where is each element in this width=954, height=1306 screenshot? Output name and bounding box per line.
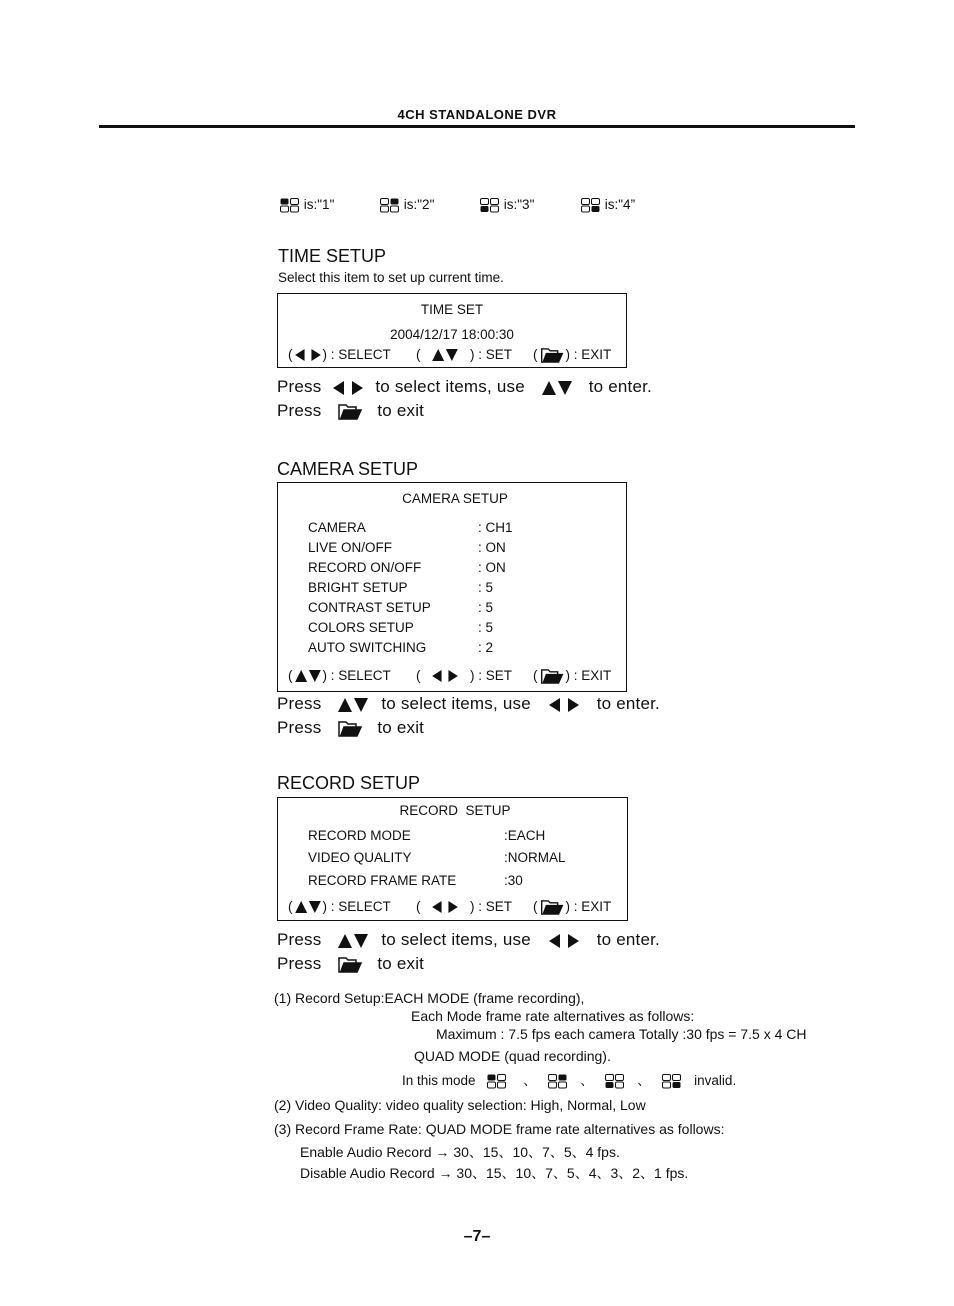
contrast-row-label: CONTRAST SETUP	[308, 600, 431, 615]
left-right-arrows-icon	[548, 698, 580, 712]
camera-setup-panel	[277, 482, 627, 692]
exit-instruction: to exit	[377, 718, 425, 737]
select-label: ) : SELECT	[322, 899, 391, 914]
up-down-arrows-icon	[293, 901, 323, 913]
time-setup-description: Select this item to set up current time.	[278, 270, 504, 285]
exit-instruction: to exit	[377, 954, 425, 973]
select-label: ) : SELECT	[322, 347, 391, 362]
select-label: ) : SELECT	[322, 668, 391, 683]
left-right-arrows-icon	[430, 670, 460, 682]
left-right-arrows-icon	[430, 901, 460, 913]
colors-row-value: : 5	[478, 620, 494, 635]
press-label: Press	[277, 694, 322, 713]
time-set-panel	[277, 293, 627, 368]
camera-row-label: CAMERA	[308, 520, 366, 535]
exit-instruction: to exit	[377, 401, 425, 420]
record-exit-hint: ( ) : EXIT	[533, 899, 612, 914]
select-instruction: to select items, use	[375, 377, 525, 396]
bright-row-label: BRIGHT SETUP	[308, 580, 408, 595]
time-set-heading: TIME SET	[420, 302, 484, 317]
press-label: Press	[277, 401, 322, 420]
select-instruction: to select items, use	[381, 694, 531, 713]
time-set-datetime: 2004/12/17 18:00:30	[390, 327, 514, 342]
quad-4-icon	[662, 1074, 682, 1089]
camera-set-hint: ( ) : SET	[416, 668, 513, 683]
press-label: Press	[277, 718, 322, 737]
camera-setup-heading: CAMERA SETUP	[402, 491, 508, 506]
auto-switching-row-label: AUTO SWITCHING	[308, 640, 427, 655]
header-rule	[99, 125, 855, 128]
document-header: 4CH STANDALONE DVR	[397, 107, 557, 122]
quad-1-icon	[280, 198, 300, 213]
time-press-line-2	[277, 401, 424, 421]
quad-legend-3-label: is:"3"	[503, 197, 535, 212]
folder-icon	[338, 404, 362, 420]
time-exit-hint: ( ) : EXIT	[533, 347, 612, 362]
exit-label: ) : EXIT	[565, 347, 612, 362]
set-label: ) : SET	[470, 347, 513, 362]
set-label: ) : SET	[470, 668, 513, 683]
note-2: (2) Video Quality: video quality selection: High, Normal, Low	[274, 1097, 646, 1113]
record-press-line-2	[277, 954, 424, 974]
enter-instruction: to enter.	[596, 694, 660, 713]
live-row-label: LIVE ON/OFF	[308, 540, 393, 555]
folder-icon	[338, 721, 362, 737]
up-down-arrows-icon	[338, 934, 368, 948]
note-1: (1) Record Setup:EACH MODE (frame recording),	[274, 990, 585, 1006]
set-label: ) : SET	[470, 899, 513, 914]
up-down-arrows-icon	[338, 698, 368, 712]
note-3a: Enable Audio Record → 30、15、10、7、5、4 fps.	[300, 1144, 620, 1160]
live-row-value: : ON	[478, 540, 506, 555]
exit-label: ) : EXIT	[565, 899, 612, 914]
record-row-label: RECORD ON/OFF	[308, 560, 422, 575]
frame-rate-value: :30	[504, 873, 523, 888]
bright-row-value: : 5	[478, 580, 494, 595]
record-row-value: : ON	[478, 560, 506, 575]
up-down-arrows-icon	[542, 381, 572, 395]
record-setup-title: RECORD SETUP	[277, 773, 421, 793]
time-press-line-1	[277, 377, 652, 397]
select-instruction: to select items, use	[381, 930, 531, 949]
up-down-arrows-icon	[430, 349, 460, 361]
record-setup-heading: RECORD SETUP	[399, 803, 511, 818]
up-down-arrows-icon	[293, 670, 323, 682]
press-label: Press	[277, 377, 322, 396]
time-select-hint: ( ) : SELECT	[288, 347, 391, 362]
enter-instruction: to enter.	[596, 930, 660, 949]
video-quality-value: :NORMAL	[504, 850, 566, 865]
quad-legend-2-label: is:"2"	[403, 197, 435, 212]
note-1d-prefix: In this mode	[402, 1073, 476, 1088]
press-label: Press	[277, 954, 322, 973]
record-mode-label: RECORD MODE	[308, 828, 411, 843]
video-quality-label: VIDEO QUALITY	[308, 850, 412, 865]
separator: 、	[637, 1073, 651, 1088]
camera-press-line-1	[277, 694, 660, 714]
folder-icon	[540, 669, 564, 684]
note-1a: Each Mode frame rate alternatives as follows:	[411, 1008, 695, 1024]
colors-row-label: COLORS SETUP	[308, 620, 414, 635]
frame-rate-label: RECORD FRAME RATE	[308, 873, 457, 888]
folder-icon	[540, 900, 564, 915]
note-1b: Maximum : 7.5 fps each camera Totally :30 fps = 7.5 x 4 CH	[436, 1026, 807, 1042]
quad-1-icon	[487, 1074, 507, 1089]
note-1d	[402, 1069, 736, 1089]
folder-icon	[540, 348, 564, 363]
time-set-hint: ( ) : SET	[416, 347, 513, 362]
separator: 、	[523, 1073, 537, 1088]
camera-row-value: : CH1	[478, 520, 513, 535]
record-mode-value: :EACH	[504, 828, 546, 843]
quad-3-icon	[480, 198, 500, 213]
contrast-row-value: : 5	[478, 600, 494, 615]
press-label: Press	[277, 930, 322, 949]
left-right-arrows-icon	[548, 934, 580, 948]
separator: 、	[580, 1073, 594, 1088]
left-right-arrows-icon	[332, 381, 364, 395]
quad-legend-3	[480, 197, 534, 213]
page-number: –7–	[463, 1228, 491, 1245]
quad-legend-4-label: is:"4”	[604, 197, 636, 212]
camera-select-hint: ( ) : SELECT	[288, 668, 391, 683]
exit-label: ) : EXIT	[565, 668, 612, 683]
quad-legend-4	[581, 197, 635, 213]
quad-2-icon	[548, 1074, 568, 1089]
camera-exit-hint: ( ) : EXIT	[533, 668, 612, 683]
quad-legend-1	[280, 197, 334, 213]
left-right-arrows-icon	[293, 349, 323, 361]
time-setup-title: TIME SETUP	[278, 246, 387, 266]
quad-2-icon	[380, 198, 400, 213]
note-1c: QUAD MODE (quad recording).	[414, 1048, 611, 1064]
note-3b: Disable Audio Record → 30、15、10、7、5、4、3、2、1 fps.	[300, 1165, 689, 1181]
camera-setup-title: CAMERA SETUP	[277, 459, 419, 479]
quad-legend-1-label: is:"1"	[303, 197, 335, 212]
camera-press-line-2	[277, 718, 424, 738]
record-set-hint: ( ) : SET	[416, 899, 513, 914]
folder-icon	[338, 957, 362, 973]
quad-legend-2	[380, 197, 434, 213]
record-press-line-1	[277, 930, 660, 950]
record-select-hint: ( ) : SELECT	[288, 899, 391, 914]
note-3: (3) Record Frame Rate: QUAD MODE frame rate alternatives as follows:	[274, 1121, 725, 1137]
auto-switching-row-value: : 2	[478, 640, 494, 655]
record-setup-panel	[277, 797, 628, 921]
enter-instruction: to enter.	[588, 377, 652, 396]
quad-3-icon	[605, 1074, 625, 1089]
quad-4-icon	[581, 198, 601, 213]
note-1d-suffix: invalid.	[694, 1073, 737, 1088]
